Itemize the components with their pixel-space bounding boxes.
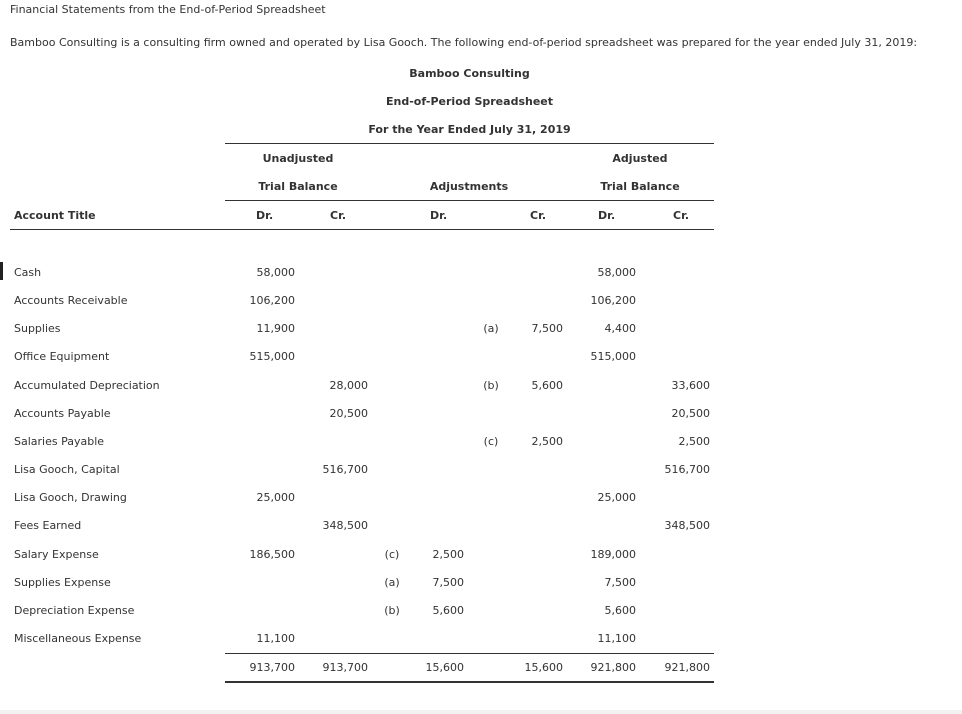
totals-top-rule	[225, 653, 714, 654]
account-title-cell: Miscellaneous Expense	[14, 632, 142, 645]
company-name: Bamboo Consulting	[409, 67, 530, 80]
page-heading: Financial Statements from the End-of-Period Spreadsheet	[10, 3, 326, 16]
header-top-rule	[225, 143, 714, 144]
account-title-cell: Accounts Receivable	[14, 294, 128, 307]
atb-cr-cell: 20,500	[671, 407, 710, 420]
account-title-cell: Salary Expense	[14, 548, 99, 561]
atb-cr-cell: 33,600	[671, 379, 710, 392]
account-title-cell: Office Equipment	[14, 350, 110, 363]
account-title-cell: Depreciation Expense	[14, 604, 135, 617]
account-title-cell: Accounts Payable	[14, 407, 111, 420]
total-tb-dr: 913,700	[249, 661, 295, 674]
total-adj-cr: 15,600	[524, 661, 563, 674]
atb-dr-cell: 515,000	[590, 350, 636, 363]
cr-header-atb: Cr.	[673, 209, 690, 222]
dr-header-atb: Dr.	[598, 209, 616, 222]
atb-dr-cell: 7,500	[604, 576, 636, 589]
atb-dr-cell: 58,000	[597, 266, 636, 279]
trial-balance-header-1: Trial Balance	[258, 180, 338, 193]
tb-dr-cell: 58,000	[256, 266, 295, 279]
adj-cr-ref-cell: (b)	[483, 379, 499, 392]
atb-dr-cell: 4,400	[604, 322, 636, 335]
tb-dr-cell: 515,000	[249, 350, 295, 363]
tb-cr-cell: 516,700	[322, 463, 368, 476]
period-title: For the Year Ended July 31, 2019	[368, 123, 571, 136]
adj-cr-cell: 5,600	[531, 379, 563, 392]
atb-dr-cell: 5,600	[604, 604, 636, 617]
total-atb-cr: 921,800	[664, 661, 710, 674]
atb-cr-cell: 516,700	[664, 463, 710, 476]
atb-cr-cell: 348,500	[664, 519, 710, 532]
total-adj-dr: 15,600	[425, 661, 464, 674]
intro-text: Bamboo Consulting is a consulting firm owned and operated by Lisa Gooch. The following end-of-period spreadsheet was prepared for the year ended July 31, 2019:	[10, 36, 918, 49]
adj-dr-ref-cell: (a)	[384, 576, 400, 589]
account-title-cell: Supplies Expense	[14, 576, 111, 589]
totals-double-rule	[225, 681, 714, 683]
atb-dr-cell: 11,100	[597, 632, 636, 645]
adj-cr-cell: 7,500	[531, 322, 563, 335]
adj-cr-cell: 2,500	[531, 435, 563, 448]
account-title-cell: Accumulated Depreciation	[14, 379, 160, 392]
tb-dr-cell: 11,900	[256, 322, 295, 335]
atb-cr-cell: 2,500	[678, 435, 710, 448]
tb-dr-cell: 186,500	[249, 548, 295, 561]
account-title-header: Account Title	[14, 209, 96, 222]
spreadsheet-title: End-of-Period Spreadsheet	[385, 95, 553, 108]
adj-cr-ref-cell: (c)	[483, 435, 499, 448]
total-atb-dr: 921,800	[590, 661, 636, 674]
subheader-rule	[225, 200, 714, 201]
account-title-cell: Lisa Gooch, Capital	[14, 463, 120, 476]
adj-dr-ref-cell: (c)	[384, 548, 400, 561]
tb-cr-cell: 348,500	[322, 519, 368, 532]
account-title-cell: Lisa Gooch, Drawing	[14, 491, 127, 504]
account-title-cell: Supplies	[14, 322, 61, 335]
total-tb-cr: 913,700	[322, 661, 368, 674]
account-title-cell: Fees Earned	[14, 519, 82, 532]
column-header-rule	[10, 229, 714, 230]
dr-header-adj: Dr.	[430, 209, 448, 222]
atb-dr-cell: 25,000	[597, 491, 636, 504]
tb-cr-cell: 28,000	[329, 379, 368, 392]
adjustments-header: Adjustments	[429, 180, 509, 193]
atb-dr-cell: 106,200	[590, 294, 636, 307]
account-title-cell: Salaries Payable	[14, 435, 105, 448]
left-edge-marker	[0, 262, 3, 280]
tb-dr-cell: 106,200	[249, 294, 295, 307]
unadjusted-header: Unadjusted	[262, 152, 334, 165]
adj-dr-ref-cell: (b)	[384, 604, 400, 617]
adj-dr-cell: 5,600	[432, 604, 464, 617]
tb-dr-cell: 11,100	[256, 632, 295, 645]
adjusted-header: Adjusted	[612, 152, 668, 165]
trial-balance-header-2: Trial Balance	[600, 180, 680, 193]
account-title-cell: Cash	[14, 266, 42, 279]
tb-dr-cell: 25,000	[256, 491, 295, 504]
cr-header-tb: Cr.	[330, 209, 347, 222]
dr-header-tb: Dr.	[256, 209, 274, 222]
atb-dr-cell: 189,000	[590, 548, 636, 561]
cr-header-adj: Cr.	[530, 209, 547, 222]
adj-dr-cell: 7,500	[432, 576, 464, 589]
adj-cr-ref-cell: (a)	[483, 322, 499, 335]
bottom-strip	[0, 710, 962, 714]
tb-cr-cell: 20,500	[329, 407, 368, 420]
adj-dr-cell: 2,500	[432, 548, 464, 561]
